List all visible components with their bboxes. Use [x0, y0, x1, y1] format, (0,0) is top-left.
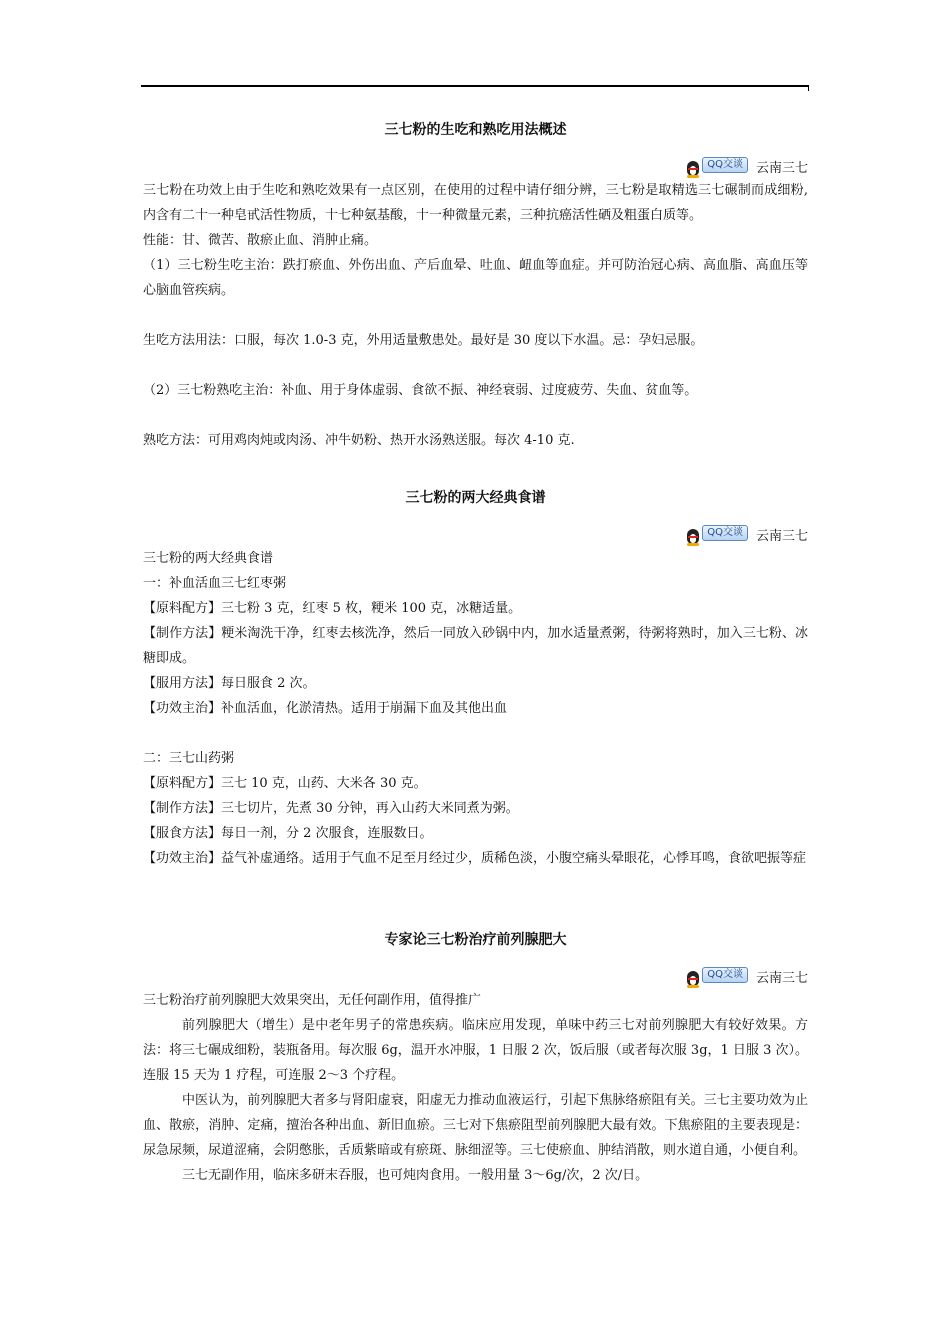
paragraph: 三七无副作用，临床多研末吞服，也可炖肉食用。一般用量 3～6g/次，2 次/日。 — [182, 1168, 649, 1183]
author-row — [143, 962, 808, 988]
paragraph: 【功效主治】补血活血，化淤清热。适用于崩漏下血及其他出血 — [143, 701, 508, 716]
qq-chat-button[interactable]: QQ交谈 — [702, 157, 748, 173]
section-title: 三七粉的两大经典食谱 — [405, 490, 546, 506]
blank-line — [143, 303, 808, 328]
qq-chat-button[interactable]: QQ交谈 — [702, 525, 748, 541]
author-name: 云南三七 — [755, 971, 808, 986]
qq-chat-link[interactable] — [685, 520, 808, 546]
paragraph: 【原料配方】三七粉 3 克，红枣 5 枚，粳米 100 克，冰糖适量。 — [143, 601, 522, 616]
paragraph: 【功效主治】益气补虚通络。适用于气血不足至月经过少，质稀色淡，小腹空痛头晕眼花，心悸耳鸣，食欲吧振等症 — [143, 851, 807, 866]
blank-line — [143, 721, 808, 746]
author-name: 云南三七 — [755, 529, 808, 544]
paragraph: 生吃方法用法：口服，每次 1.0-3 克，外用适量敷患处。最好是 30 度以下水温。忌：孕妇忌服。 — [143, 333, 704, 348]
paragraph: 性能：甘、微苦、散瘀止血、消肿止痛。 — [143, 233, 378, 248]
section-3 — [143, 930, 808, 1188]
paragraph: 二：三七山药粥 — [143, 751, 235, 766]
paragraph: （2）三七粉熟吃主治：补血、用于身体虚弱、食欲不振、神经衰弱、过度疲劳、失血、贫血等。 — [143, 383, 698, 398]
section-1 — [143, 120, 808, 453]
author-name: 云南三七 — [755, 161, 808, 176]
blank-line — [143, 353, 808, 378]
qq-penguin-icon — [685, 528, 701, 546]
paragraph: （1）三七粉生吃主治：跌打瘀血、外伤出血、产后血晕、吐血、衄血等血症。并可防治冠心病、高血脂、高血压等心脑血管疾病。 — [143, 258, 808, 298]
paragraph: 前列腺肥大（增生）是中老年男子的常患疾病。临床应用发现，单味中药三七对前列腺肥大有较好效果。方法：将三七碾成细粉，装瓶备用。每次服 6g，温开水冲服，1 日服 2 次，饭后服（或者每次服 3g，1 日服 3 次）。连服 15 天为 1 疗程，可连服 2～3 个疗程。 — [143, 1018, 808, 1083]
blank-line — [143, 403, 808, 428]
section-title: 专家论三七粉治疗前列腺肥大 — [384, 932, 567, 948]
author-row — [143, 152, 808, 178]
qq-chat-link[interactable] — [685, 152, 808, 178]
qq-penguin-icon — [685, 970, 701, 988]
paragraph: 【制作方法】三七切片，先煮 30 分钟，再入山药大米同煮为粥。 — [143, 801, 519, 816]
paragraph: 【原料配方】三七 10 克，山药、大米各 30 克。 — [143, 776, 427, 791]
header-rule — [141, 85, 809, 87]
lead-paragraph: 三七粉治疗前列腺肥大效果突出，无任何副作用，值得推广 — [143, 993, 482, 1008]
paragraph: 三七粉的两大经典食谱 — [143, 551, 274, 566]
paragraph: 【服食方法】每日一剂，分 2 次服食，连服数日。 — [143, 826, 433, 841]
qq-chat-button[interactable]: QQ交谈 — [702, 967, 748, 983]
qq-penguin-icon — [685, 160, 701, 178]
paragraph: 中医认为，前列腺肥大者多与肾阳虚衰，阳虚无力推动血液运行，引起下焦脉络瘀阻有关。三七主要功效为止血、散瘀，消肿、定痛，擅治各种出血、新旧血瘀。三七对下焦瘀阻型前列腺肥大最有效。下焦瘀阻的主要表现是：尿急尿频，尿道涩痛，会阴憋胀，舌质紫暗或有瘀斑、脉细涩等。三七使瘀血、肿结消散，则水道自通，小便自利。 — [143, 1093, 808, 1158]
paragraph: 【制作方法】粳米淘洗干净，红枣去核洗净，然后一同放入砂锅中内，加水适量煮粥，待粥将熟时，加入三七粉、冰糖即成。 — [143, 626, 808, 666]
qq-chat-link[interactable] — [685, 962, 808, 988]
author-row — [143, 520, 808, 546]
section-title: 三七粉的生吃和熟吃用法概述 — [384, 122, 567, 138]
section-2 — [143, 488, 808, 871]
paragraph: 一：补血活血三七红枣粥 — [143, 576, 287, 591]
paragraph: 熟吃方法：可用鸡肉炖或肉汤、冲牛奶粉、热开水汤熟送服。每次 4-10 克. — [143, 433, 575, 448]
paragraph: 三七粉在功效上由于生吃和熟吃效果有一点区别，在使用的过程中请仔细分辨，三七粉是取精选三七碾制而成细粉,内含有二十一种皂甙活性物质，十七种氨基酸，十一种微量元素，三种抗癌活性硒及粗蛋白质等。 — [143, 183, 808, 223]
header-rule-tick — [808, 85, 809, 91]
paragraph: 【服用方法】每日服食 2 次。 — [143, 676, 316, 691]
